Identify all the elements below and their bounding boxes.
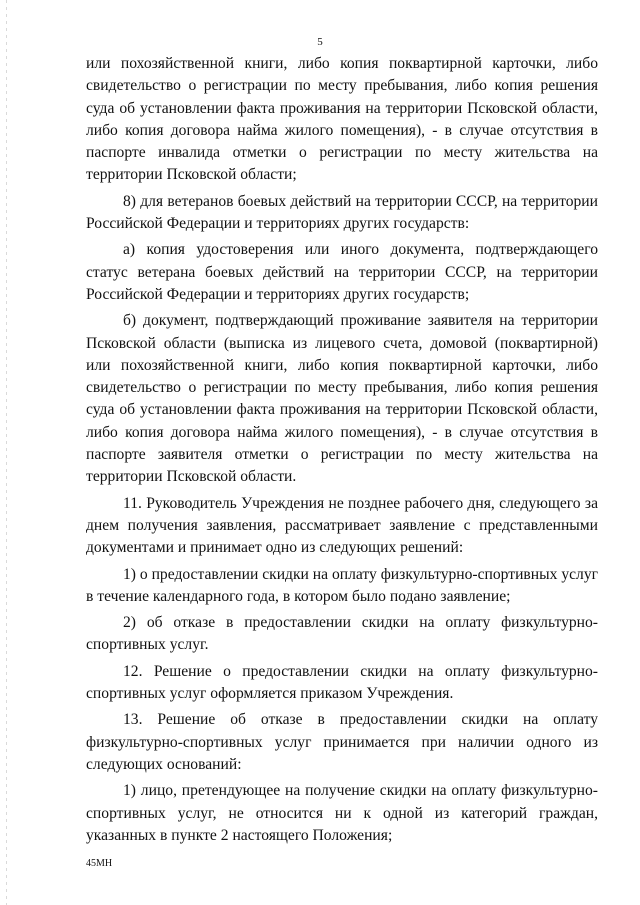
paragraph-ground-1: 1) лицо, претендующее на получение скидки на оплату физкультурно-спортивных услуг, не относится ни к одной из категорий граждан, указанных в пункте 2 настоящего Положения; [86, 782, 598, 844]
paragraph-subitem-a: а) копия удостоверения или иного документа, подтверждающего статус ветерана боевых действий на территории СССР, на территории Российской Федерации и территориях других государств; [86, 241, 598, 303]
paragraph-clause-12: 12. Решение о предоставлении скидки на оплату физкультурно-спортивных услуг оформляется приказом Учреждения. [86, 662, 598, 703]
scan-edge-artifact [6, 0, 7, 905]
paragraph-decision-1: 1) о предоставлении скидки на оплату физкультурно-спортивных услуг в течение календарного года, в котором было подано заявление; [86, 565, 599, 605]
document-body [86, 53, 598, 847]
footer-code: 45МН [86, 858, 113, 869]
paragraph-clause-11: 11. Руководитель Учреждения не позднее рабочего дня, следующего за днем получения заявления, рассматривает заявление с представленными документами и принимает одно из следующих решений: [86, 494, 598, 557]
page-number: 5 [317, 36, 323, 48]
paragraph-continuation: или похозяйственной книги, либо копия поквартирной карточки, либо свидетельство о регистрации по месту пребывания, либо копия решения суда об установлении факта проживания на территории Псковской области, либо копия договора найма жилого помещения), - в случае отсутствия в паспорте инвалида отметки о регистрации по месту жительства на территории Псковской области; [86, 55, 598, 184]
paragraph-decision-2: 2) об отказе в предоставлении скидки на оплату физкультурно-спортивных услуг. [86, 614, 598, 654]
paragraph-item-8: 8) для ветеранов боевых действий на территории СССР, на территории Российской Федерации и территориях других государств: [86, 192, 598, 233]
paragraph-subitem-b: б) документ, подтверждающий проживание заявителя на территории Псковской области (выписка из лицевого счета, домовой (поквартирной) или похозяйственной книги, либо копия поквартирной карточки, либо свидетельство о регистрации по месту пребывания, либо копия решения суда об установлении факта проживания на территории Псковской области, либо копия договора найма жилого помещения), - в случае отсутствия в паспорте заявителя отметки о регистрации по месту жительства на территории Псковской области. [86, 312, 598, 486]
paragraph-clause-13: 13. Решение об отказе в предоставлении скидки на оплату физкультурно-спортивных услуг принимается при наличии одного из следующих оснований: [86, 711, 598, 773]
